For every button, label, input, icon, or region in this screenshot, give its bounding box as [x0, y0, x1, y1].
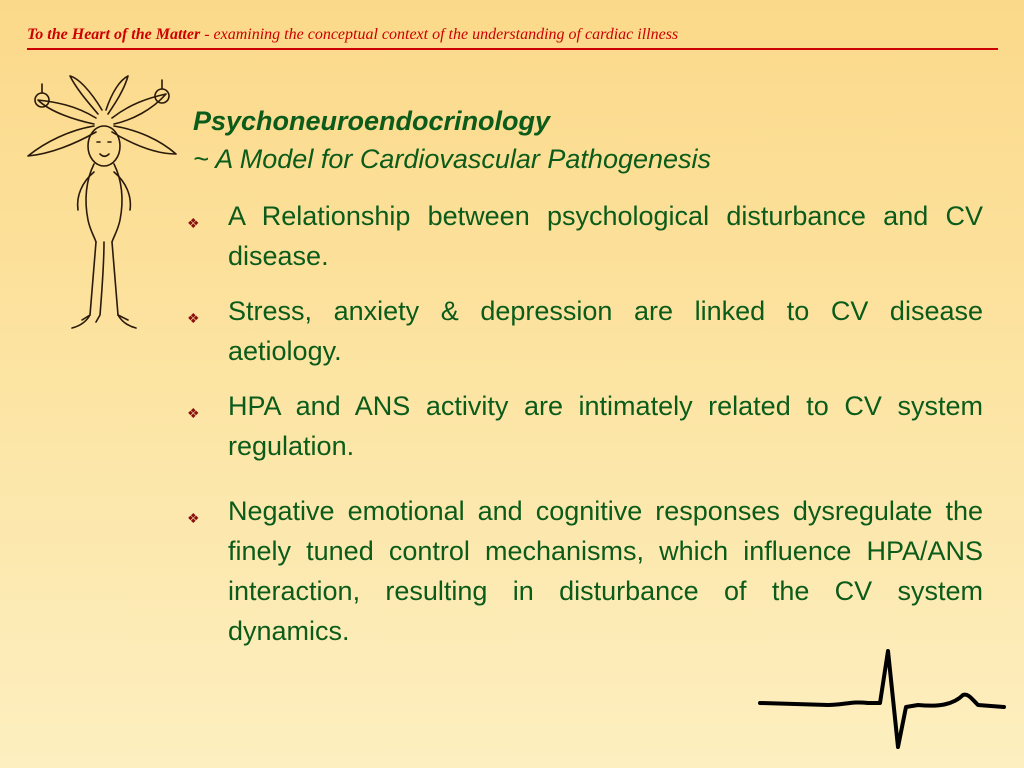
bullet-text: Stress, anxiety & depression are linked to CV disease aetiology.	[228, 296, 983, 366]
header-divider	[27, 48, 998, 50]
diamond-bullet-icon: ❖	[187, 215, 200, 231]
bullet-text: A Relationship between psychological disturbance and CV disease.	[228, 201, 983, 271]
header-subtitle: examining the conceptual context of the understanding of cardiac illness	[213, 26, 679, 43]
bullet-item	[183, 386, 983, 466]
slide-title-block	[193, 102, 711, 178]
diamond-bullet-icon: ❖	[187, 510, 200, 526]
bullet-item	[183, 196, 983, 276]
slide-subtitle: ~ A Model for Cardiovascular Pathogenesis	[193, 144, 712, 174]
diamond-bullet-icon: ❖	[187, 405, 200, 421]
bullet-item	[183, 291, 983, 371]
mandrake-figure-illustration	[20, 70, 185, 330]
header-title: To the Heart of the Matter	[27, 26, 201, 43]
diamond-bullet-icon: ❖	[187, 310, 200, 326]
bullet-item	[183, 491, 983, 651]
slide-header	[27, 26, 678, 44]
bullet-text: HPA and ANS activity are intimately related to CV system regulation.	[228, 391, 983, 461]
bullet-list	[183, 196, 983, 666]
slide-title: Psychoneuroendocrinology	[193, 106, 551, 136]
ecg-trace-icon	[758, 645, 1008, 755]
bullet-text: Negative emotional and cognitive responses dysregulate the finely tuned control mechanisms, which influence HPA/ANS interaction, resulting in disturbance of the CV system dynamics.	[228, 496, 983, 646]
header-separator: -	[200, 26, 214, 43]
